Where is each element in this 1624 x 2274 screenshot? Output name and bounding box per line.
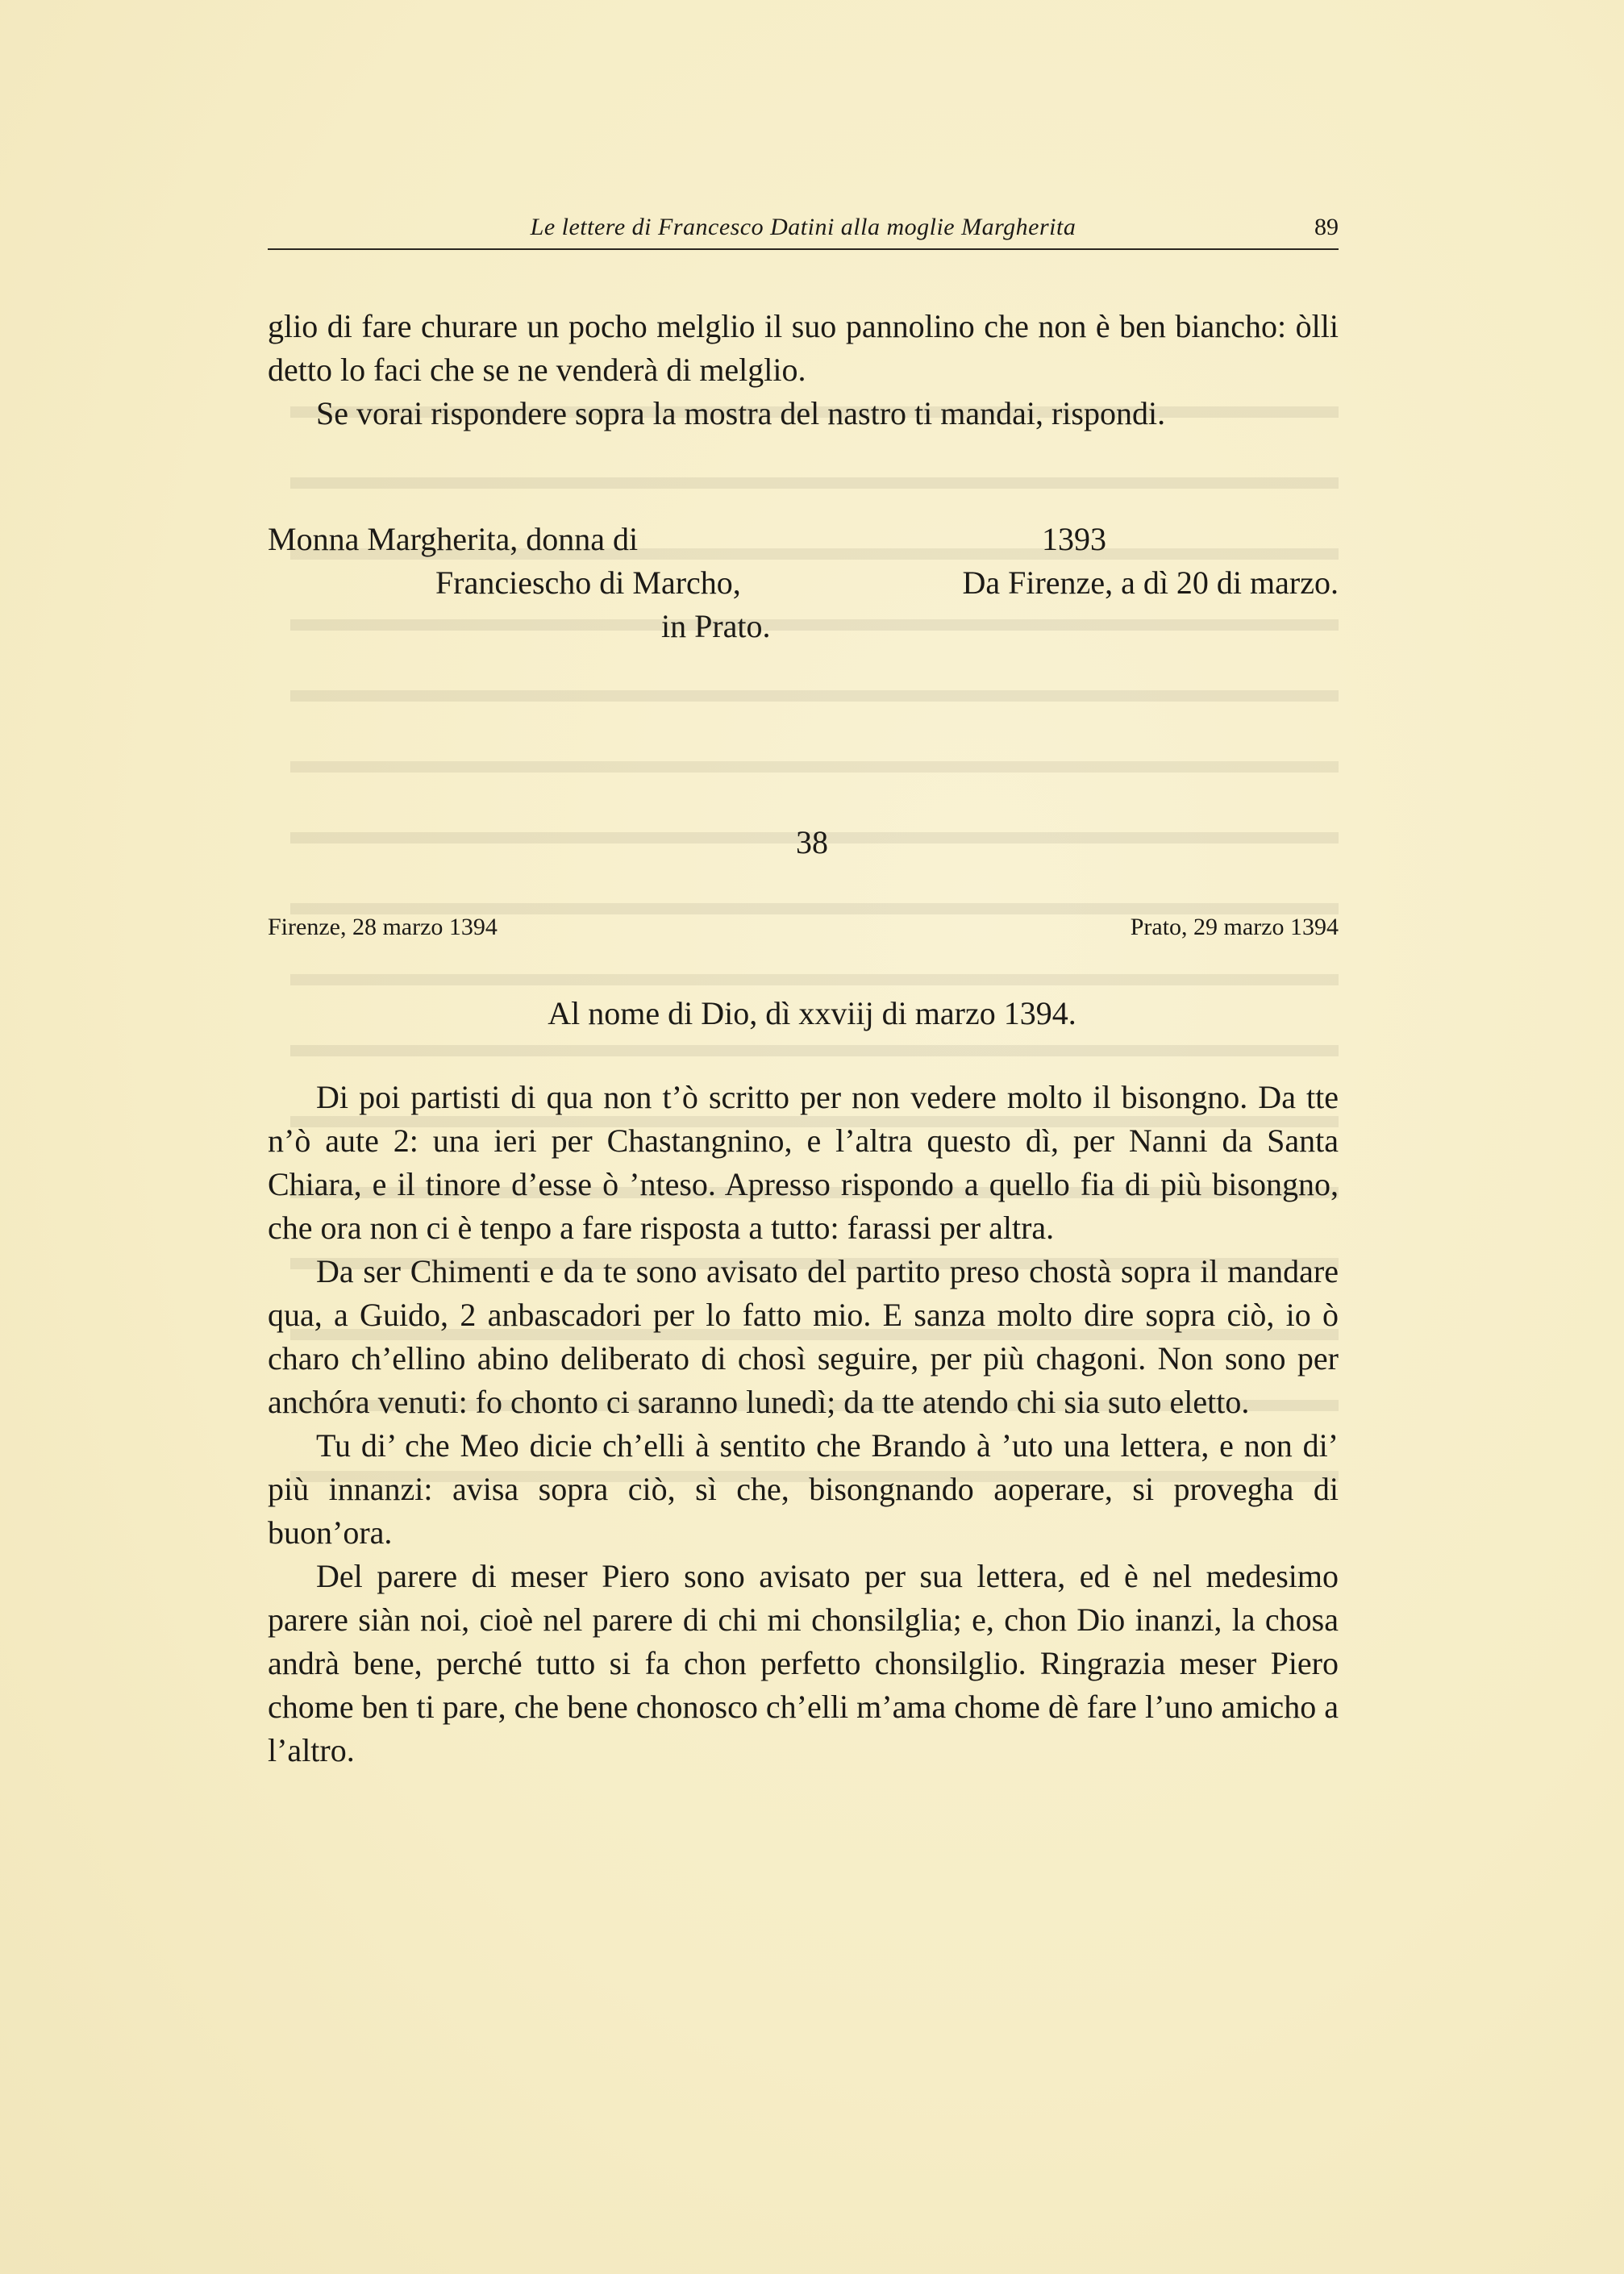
address-place-date: Da Firenze, a dì 20 di marzo.	[962, 564, 1339, 601]
running-head	[268, 211, 1339, 250]
paragraph-continued: glio di fare churare un pocho melglio il suo pannolino che non è ben biancho: òlli detto lo faci che se ne venderà di melglio.	[268, 308, 1339, 388]
letter-paragraph: Da ser Chimenti e da te sono avisato del partito preso chostà sopra il mandare qua, a Guido, 2 anbascadori per lo fatto mio. E sanza molto dire sopra ciò, io ò charo ch’ellino abino deliberato di chosì seguire, per più chagoni. Non sono per anchóra venuti: fo chonto ci saranno lunedì; da tte atendo chi sia suto eletto.	[268, 1253, 1339, 1420]
letter-invocation: Al nome di Dio, dì xxviij di marzo 1394.	[548, 995, 1076, 1031]
paragraph: Se vorai rispondere sopra la mostra del nastro ti mandai, rispondi.	[316, 395, 1166, 431]
running-title: Le lettere di Francesco Datini alla moglie Margherita	[530, 214, 1076, 240]
address-line-3: in Prato.	[661, 608, 771, 644]
address-year: 1393	[1042, 521, 1106, 557]
received-date: Prato, 29 marzo 1394	[1130, 914, 1339, 940]
letter-paragraph: Del parere di meser Piero sono avisato per sua lettera, ed è nel medesimo parere siàn noi, cioè nel parere di chi mi chonsilglia; e, chon Dio inanzi, la chosa andrà bene, perché tutto si fa chon perfetto chonsilglio. Ringrazia meser Piero chome ben ti pare, che bene chonosco ch’elli m’ama chome dè fare l’uno amicho a l’altro.	[268, 1558, 1339, 1768]
sent-date: Firenze, 28 marzo 1394	[268, 914, 498, 940]
letter-body	[268, 1076, 1339, 1772]
continued-text	[268, 305, 1339, 435]
letter-address	[268, 518, 1339, 655]
page-number: 89	[1314, 214, 1339, 240]
letter-paragraph: Di poi partisti di qua non t’ò scritto per non vedere molto il bisongno. Da tte n’ò aute 2: una ieri per Chastangnino, e l’altra questo dì, per Nanni da Santa Chiara, e il tinore d’esse ò ’nteso. Apresso rispondo a quello fia di più bisongno, che ora non ci è tenpo a fare risposta a tutto: farassi per altra.	[268, 1079, 1339, 1246]
address-line-1: Monna Margherita, donna di	[268, 521, 639, 557]
address-line-2: Franciescho di Marcho,	[435, 564, 741, 601]
letter-paragraph: Tu di’ che Meo dicie ch’elli à sentito che Brando à ’uto una lettera, e non di’ più innanzi: avisa sopra ciò, sì che, bisongnando aoperare, si provegha di buon’ora.	[268, 1427, 1339, 1551]
letter-number: 38	[796, 824, 828, 860]
